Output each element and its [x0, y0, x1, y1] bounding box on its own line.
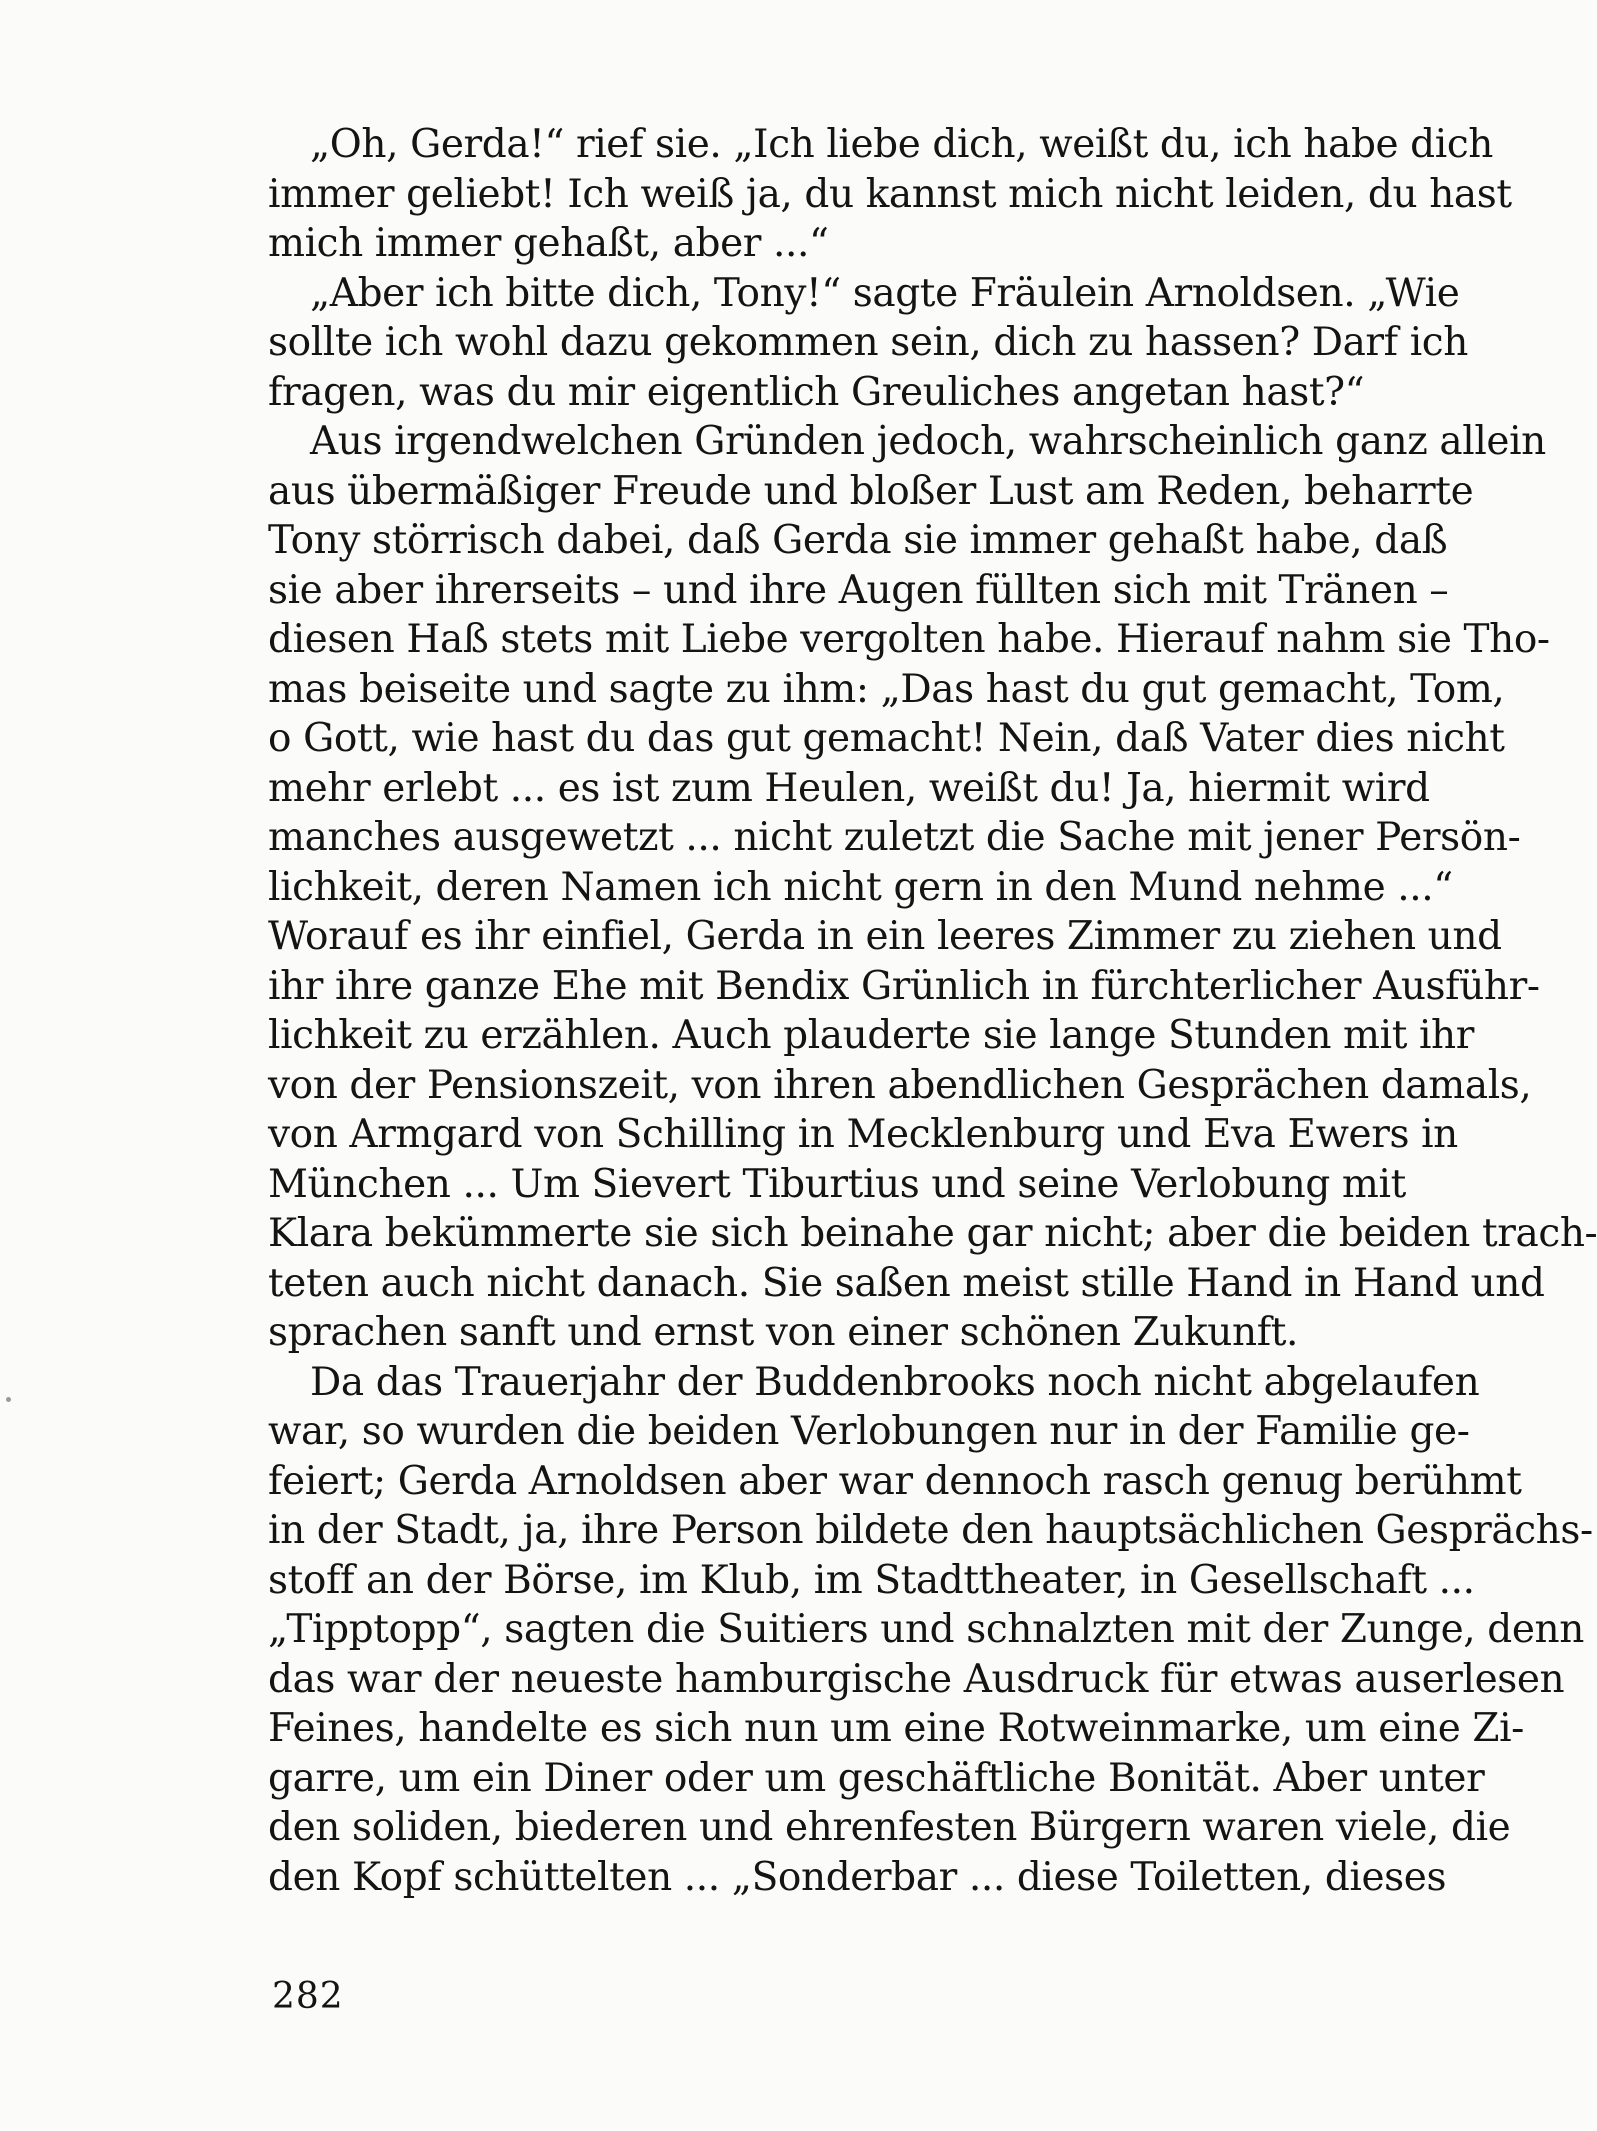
- text-line: manches ausgewetzt ... nicht zuletzt die Sache mit jener Persön-: [268, 815, 1521, 860]
- text-line: München ... Um Sievert Tiburtius und seine Verlobung mit: [268, 1161, 1406, 1207]
- text-line: „Tipptopp“, sagten die Suitiers und schnalzten mit der Zunge, denn: [268, 1607, 1584, 1652]
- page-number: 282: [272, 1976, 344, 2017]
- text-line: teten auch nicht danach. Sie saßen meist stille Hand in Hand und: [268, 1260, 1545, 1306]
- text-line: sprachen sanft und ernst von einer schönen Zukunft.: [268, 1310, 1299, 1355]
- text-line: sie aber ihrerseits – und ihre Augen füllten sich mit Tränen –: [268, 567, 1449, 613]
- text-line: in der Stadt, ja, ihre Person bildete den hauptsächlichen Gesprächs-: [268, 1508, 1593, 1553]
- text-line: stoff an der Börse, im Klub, im Stadttheater, in Gesellschaft ...: [268, 1557, 1475, 1603]
- text-line: o Gott, wie hast du das gut gemacht! Nein, daß Vater dies nicht: [268, 716, 1505, 761]
- text-line: ihr ihre ganze Ehe mit Bendix Grünlich in fürchterlicher Ausführ-: [268, 963, 1540, 1009]
- text-line: Worauf es ihr einfiel, Gerda in ein leeres Zimmer zu ziehen und: [268, 914, 1502, 959]
- text-line: von der Pensionszeit, von ihren abendlichen Gesprächen damals,: [268, 1062, 1532, 1108]
- text-line: diesen Haß stets mit Liebe vergolten habe. Hierauf nahm sie Tho-: [268, 617, 1550, 662]
- text-line: war, so wurden die beiden Verlobungen nur in der Familie ge-: [268, 1409, 1470, 1454]
- text-line: aus übermäßiger Freude und bloßer Lust am Reden, beharrte: [268, 468, 1474, 514]
- text-line: „Aber ich bitte dich, Tony!“ sagte Fräulein Arnoldsen. „Wie: [310, 270, 1460, 316]
- scan-speck: [6, 1397, 11, 1402]
- text-line: den Kopf schüttelten ... „Sonderbar ... diese Toiletten, dieses: [268, 1854, 1447, 1900]
- text-line: fragen, was du mir eigentlich Greuliches angetan hast?“: [268, 369, 1365, 415]
- text-line: mich immer gehaßt, aber ...“: [268, 221, 829, 266]
- text-line: feiert; Gerda Arnoldsen aber war dennoch rasch genug berühmt: [268, 1458, 1522, 1504]
- text-line: Aus irgendwelchen Gründen jedoch, wahrscheinlich ganz allein: [310, 419, 1546, 464]
- text-line: „Oh, Gerda!“ rief sie. „Ich liebe dich, weißt du, ich habe dich: [310, 122, 1493, 167]
- text-line: Feines, handelte es sich nun um eine Rotweinmarke, um eine Zi-: [268, 1706, 1524, 1751]
- text-line: Klara bekümmerte sie sich beinahe gar nicht; aber die beiden trach-: [268, 1211, 1597, 1256]
- text-line: den soliden, biederen und ehrenfesten Bürgern waren viele, die: [268, 1805, 1511, 1850]
- text-line: mehr erlebt ... es ist zum Heulen, weißt du! Ja, hiermit wird: [268, 765, 1430, 811]
- text-line: Tony störrisch dabei, daß Gerda sie immer gehaßt habe, daß: [268, 518, 1448, 563]
- text-line: garre, um ein Diner oder um geschäftliche Bonität. Aber unter: [268, 1755, 1485, 1801]
- text-line: das war der neueste hamburgische Ausdruck für etwas auserlesen: [268, 1656, 1565, 1702]
- text-line: sollte ich wohl dazu gekommen sein, dich zu hassen? Darf ich: [268, 320, 1468, 365]
- text-line: Da das Trauerjahr der Buddenbrooks noch nicht abgelaufen: [310, 1359, 1480, 1405]
- text-line: immer geliebt! Ich weiß ja, du kannst mich nicht leiden, du hast: [268, 171, 1512, 217]
- text-line: von Armgard von Schilling in Mecklenburg und Eva Ewers in: [268, 1112, 1458, 1157]
- text-line: mas beiseite und sagte zu ihm: „Das hast du gut gemacht, Tom,: [268, 666, 1505, 712]
- text-line: lichkeit zu erzählen. Auch plauderte sie lange Stunden mit ihr: [268, 1013, 1475, 1058]
- text-line: lichkeit, deren Namen ich nicht gern in den Mund nehme ...“: [268, 864, 1453, 910]
